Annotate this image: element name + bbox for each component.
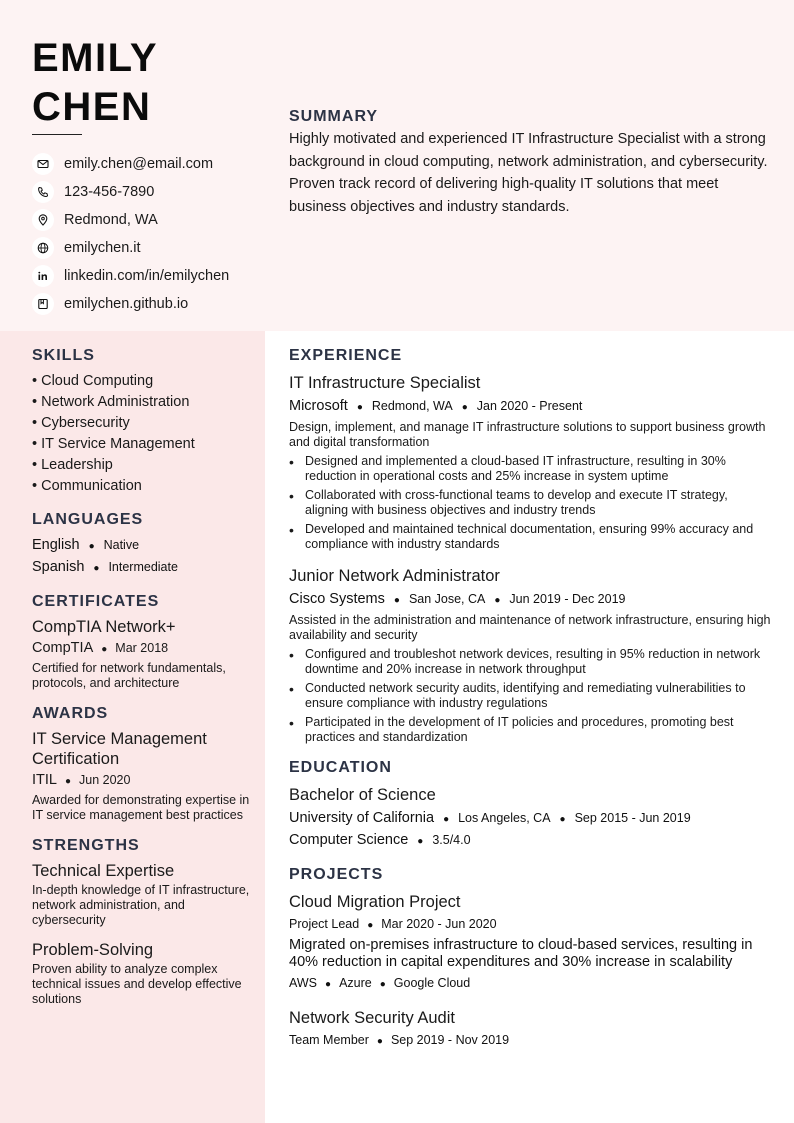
job-bullet: • Conducted network security audits, identifying and remediating vulnerabilities to ensure compliance with industry regulations xyxy=(289,681,771,711)
separator-dot: ● xyxy=(393,595,400,606)
job-company: Microsoft xyxy=(289,398,348,414)
contact-website-text: emilychen.it xyxy=(64,240,141,256)
contact-email[interactable] xyxy=(32,150,262,178)
strengths-heading: STRENGTHS xyxy=(32,837,140,854)
project-role: Team Member xyxy=(289,1033,369,1047)
linkedin-icon xyxy=(32,265,54,287)
name-divider xyxy=(32,134,82,135)
award-issuer: ITIL xyxy=(32,772,57,788)
award-desc: Awarded for demonstrating expertise in IT service management best practices xyxy=(32,793,250,822)
contact-list xyxy=(32,150,262,318)
name-first: EMILY xyxy=(32,36,159,80)
language-name: Spanish xyxy=(32,559,85,575)
sidebar xyxy=(32,347,254,1021)
project-tag: Azure xyxy=(339,976,372,990)
skill-item: • IT Service Management xyxy=(32,436,195,452)
project-entry xyxy=(289,1008,771,1051)
languages-heading: LANGUAGES xyxy=(32,511,144,528)
project-desc: Migrated on-premises infrastructure to cloud-based services, resulting in 40% reduction in capital expenditures and 30% increase in scalability xyxy=(289,937,753,970)
phone-icon xyxy=(32,181,54,203)
separator-dot: ● xyxy=(64,776,72,787)
contact-linkedin-text: linkedin.com/in/emilychen xyxy=(64,268,230,284)
certificate-issuer: CompTIA xyxy=(32,640,94,656)
separator-dot: ● xyxy=(367,920,374,931)
job-bullet: • Collaborated with cross-functional teams to develop and execute IT strategy, aligning with business objectives and industry trends xyxy=(289,488,771,518)
strength-desc: Proven ability to analyze complex technical issues and develop effective solutions xyxy=(32,962,242,1006)
language-name: English xyxy=(32,537,80,553)
separator-dot: ● xyxy=(376,1036,383,1047)
skill-item: • Network Administration xyxy=(32,394,190,410)
strength-name: Technical Expertise xyxy=(32,862,175,880)
job-dates: Jan 2020 - Present xyxy=(476,399,583,413)
award-name: IT Service Management Certification xyxy=(32,730,207,768)
job-bullets xyxy=(289,454,771,552)
separator-dot: ● xyxy=(379,979,386,990)
education-school: University of California xyxy=(289,810,435,826)
language-level: Native xyxy=(103,538,140,552)
skills-section xyxy=(32,347,254,497)
experience-section xyxy=(289,347,771,745)
job-company: Cisco Systems xyxy=(289,591,385,607)
skills-heading: SKILLS xyxy=(32,347,95,364)
strength-desc: In-depth knowledge of IT infrastructure, network administration, and cybersecurity xyxy=(32,883,250,927)
education-location: Los Angeles, CA xyxy=(458,811,551,825)
skill-item: • Leadership xyxy=(32,457,113,473)
awards-section xyxy=(32,705,254,823)
project-dates: Mar 2020 - Jun 2020 xyxy=(381,917,497,931)
separator-dot: ● xyxy=(461,402,468,413)
summary-heading: SUMMARY xyxy=(289,108,379,125)
contact-location-text: Redmond, WA xyxy=(64,212,158,228)
project-entry xyxy=(289,892,771,994)
summary-section xyxy=(289,108,769,219)
education-dates: Sep 2015 - Jun 2019 xyxy=(574,811,691,825)
certificate-date: Mar 2018 xyxy=(115,641,169,655)
skill-item: • Cybersecurity xyxy=(32,415,130,431)
language-item xyxy=(32,557,254,579)
job-entry xyxy=(289,566,771,745)
experience-heading: EXPERIENCE xyxy=(289,347,403,364)
award-date: Jun 2020 xyxy=(79,773,131,787)
project-meta xyxy=(289,1031,771,1051)
language-level: Intermediate xyxy=(108,560,178,574)
award-meta xyxy=(32,769,254,793)
separator-dot: ● xyxy=(93,563,100,574)
job-bullet: • Designed and implemented a cloud-based IT infrastructure, resulting in 30% reduction in operational costs and 25% increase in system uptime xyxy=(289,454,771,484)
job-bullets xyxy=(289,647,771,745)
certificate-desc: Certified for network fundamentals, protocols, and architecture xyxy=(32,661,226,690)
name-last: CHEN xyxy=(32,85,152,129)
project-tag: AWS xyxy=(289,976,318,990)
separator-dot: ● xyxy=(559,814,566,825)
job-title: IT Infrastructure Specialist xyxy=(289,374,481,392)
certificates-section xyxy=(32,593,254,691)
separator-dot: ● xyxy=(443,814,450,825)
certificates-heading: CERTIFICATES xyxy=(32,593,160,610)
languages-section xyxy=(32,511,254,579)
separator-dot: ● xyxy=(325,979,332,990)
awards-heading: AWARDS xyxy=(32,705,109,722)
contact-phone-text: 123-456-7890 xyxy=(64,184,155,200)
skill-item: • Communication xyxy=(32,478,142,494)
separator-dot: ● xyxy=(101,644,108,655)
contact-linkedin[interactable] xyxy=(32,262,262,290)
education-heading: EDUCATION xyxy=(289,759,392,776)
main-column xyxy=(289,347,771,1065)
separator-dot: ● xyxy=(417,836,424,847)
job-desc: Design, implement, and manage IT infrastructure solutions to support business growth and digital transformation xyxy=(289,420,766,449)
job-location: San Jose, CA xyxy=(408,592,486,606)
summary-text: Highly motivated and experienced IT Infrastructure Specialist with a strong background in cloud computing, network administration, and cybersecurity. Proven track record of delivering high-quality IT solutions that meet business objectives and industry standards. xyxy=(289,131,768,216)
job-bullet: • Configured and troubleshot network devices, resulting in 95% reduction in network downtime and 20% increase in network throughput xyxy=(289,647,771,677)
separator-dot: ● xyxy=(356,402,363,413)
contact-github[interactable] xyxy=(32,290,262,318)
strength-name: Problem-Solving xyxy=(32,941,154,959)
contact-email-text: emily.chen@email.com xyxy=(64,156,214,172)
contact-location xyxy=(32,206,262,234)
project-meta xyxy=(289,915,771,935)
education-school-line xyxy=(289,808,771,830)
certificate-meta xyxy=(32,637,254,661)
education-field: Computer Science xyxy=(289,832,409,848)
project-tags xyxy=(289,974,771,994)
email-icon xyxy=(32,153,54,175)
location-icon xyxy=(32,209,54,231)
job-meta xyxy=(289,396,771,418)
projects-section xyxy=(289,866,771,1051)
job-dates: Jun 2019 - Dec 2019 xyxy=(509,592,626,606)
github-icon xyxy=(32,293,54,315)
job-meta xyxy=(289,589,771,611)
job-location: Redmond, WA xyxy=(371,399,453,413)
job-entry xyxy=(289,373,771,552)
contact-github-text: emilychen.github.io xyxy=(64,296,189,312)
separator-dot: ● xyxy=(494,595,501,606)
language-item xyxy=(32,535,254,557)
job-desc: Assisted in the administration and maintenance of network infrastructure, ensuring high availability and security xyxy=(289,613,771,642)
project-name: Network Security Audit xyxy=(289,1009,455,1027)
project-dates: Sep 2019 - Nov 2019 xyxy=(390,1033,510,1047)
contact-website[interactable] xyxy=(32,234,262,262)
strengths-section xyxy=(32,837,254,1007)
project-tag: Google Cloud xyxy=(393,976,471,990)
certificate-name: CompTIA Network+ xyxy=(32,618,176,636)
projects-heading: PROJECTS xyxy=(289,866,384,883)
person-name xyxy=(32,34,252,132)
skill-item: • Cloud Computing xyxy=(32,373,154,389)
education-degree: Bachelor of Science xyxy=(289,786,436,804)
project-name: Cloud Migration Project xyxy=(289,893,461,911)
contact-phone[interactable] xyxy=(32,178,262,206)
project-role: Project Lead xyxy=(289,917,360,931)
globe-icon xyxy=(32,237,54,259)
job-bullet: • Participated in the development of IT policies and procedures, promoting best practices and standardization xyxy=(289,715,771,745)
separator-dot: ● xyxy=(88,541,95,552)
job-bullet: • Developed and maintained technical documentation, ensuring 99% accuracy and compliance with industry standards xyxy=(289,522,771,552)
job-title: Junior Network Administrator xyxy=(289,567,500,585)
education-gpa: 3.5/4.0 xyxy=(432,833,471,847)
education-section xyxy=(289,759,771,852)
education-field-line xyxy=(289,830,771,852)
